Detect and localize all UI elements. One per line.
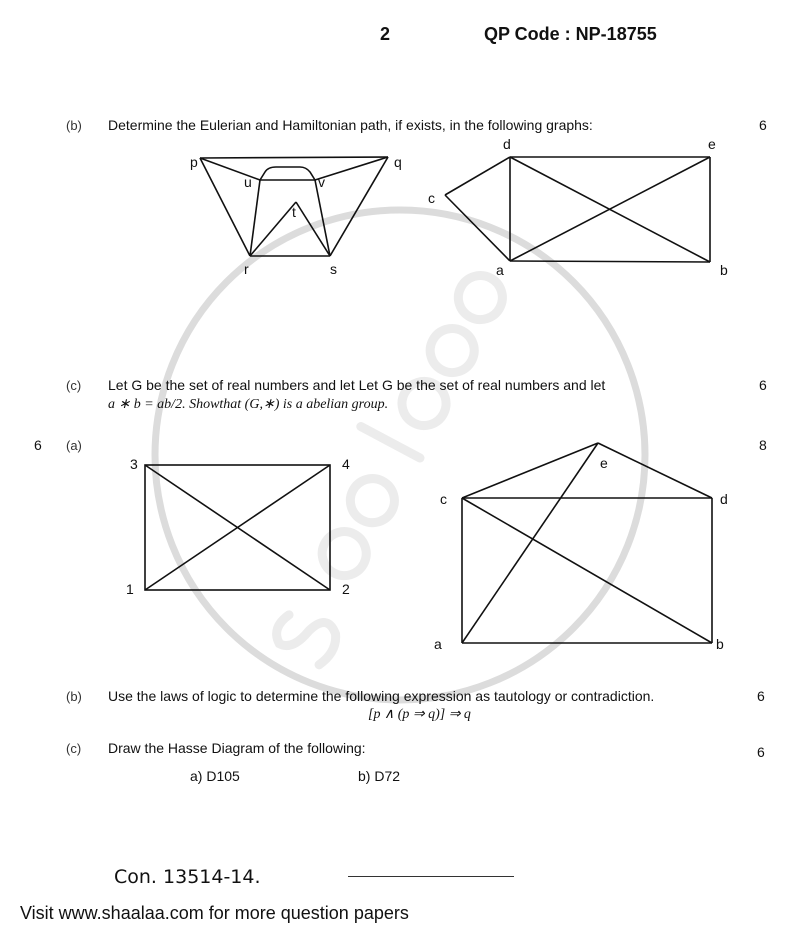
marks: 6 (757, 688, 765, 704)
marks: 8 (759, 437, 767, 453)
vertex-label: r (244, 261, 249, 277)
question-label: (b) (66, 689, 82, 704)
vertex-label: b (716, 636, 724, 652)
vertex-label: 2 (342, 581, 350, 597)
question-number: 6 (34, 437, 42, 453)
formula: [p ∧ (p ⇒ q)] ⇒ q (368, 707, 471, 722)
vertex-label: c (428, 190, 435, 206)
question-text: Draw the Hasse Diagram of the following: (108, 740, 366, 756)
qp-code: QP Code : NP-18755 (484, 24, 657, 44)
vertex-label: c (440, 491, 447, 507)
hasse-part-b: b) D72 (358, 768, 401, 784)
vertex-label: e (708, 136, 716, 152)
hasse-part-a: a) D105 (190, 768, 240, 784)
graph-4 (462, 443, 712, 643)
graph-2 (445, 157, 710, 262)
marks: 6 (757, 744, 765, 760)
question-label: (c) (66, 378, 82, 393)
vertex-label: b (720, 262, 728, 278)
con-number: Con. 13514-14. (114, 866, 261, 888)
divider (348, 876, 514, 877)
question-text: Let G be the set of real numbers and let Let G be the set of real numbers and let (108, 377, 606, 393)
question-label: (a) (66, 438, 82, 453)
vertex-label: a (434, 636, 442, 652)
vertex-label: t (292, 204, 296, 220)
visit-link[interactable]: Visit www.shaalaa.com for more question papers (20, 903, 409, 923)
vertex-label: 1 (126, 581, 134, 597)
vertex-label: 4 (342, 456, 350, 472)
vertex-label: p (190, 154, 198, 170)
vertex-label: a (496, 262, 504, 278)
question-text: Use the laws of logic to determine the following expression as tautology or contradiction. (108, 688, 655, 704)
vertex-label: e (600, 455, 608, 471)
page-number: 2 (380, 24, 391, 44)
question-label: (c) (66, 741, 82, 756)
vertex-label: d (720, 491, 728, 507)
marks: 6 (759, 117, 767, 133)
vertex-label: u (244, 174, 252, 190)
marks: 6 (759, 377, 767, 393)
question-text-2: a ∗ b = ab/2. Showthat (G,∗) is a abelian group. (108, 397, 389, 412)
vertex-label: q (394, 154, 402, 170)
vertex-label: d (503, 136, 511, 152)
vertex-label: 3 (130, 456, 138, 472)
question-label: (b) (66, 118, 82, 133)
vertex-label: v (318, 174, 325, 190)
graph-3 (145, 465, 330, 590)
vertex-label: s (330, 261, 337, 277)
question-text: Determine the Eulerian and Hamiltonian path, if exists, in the following graphs: (108, 117, 593, 133)
